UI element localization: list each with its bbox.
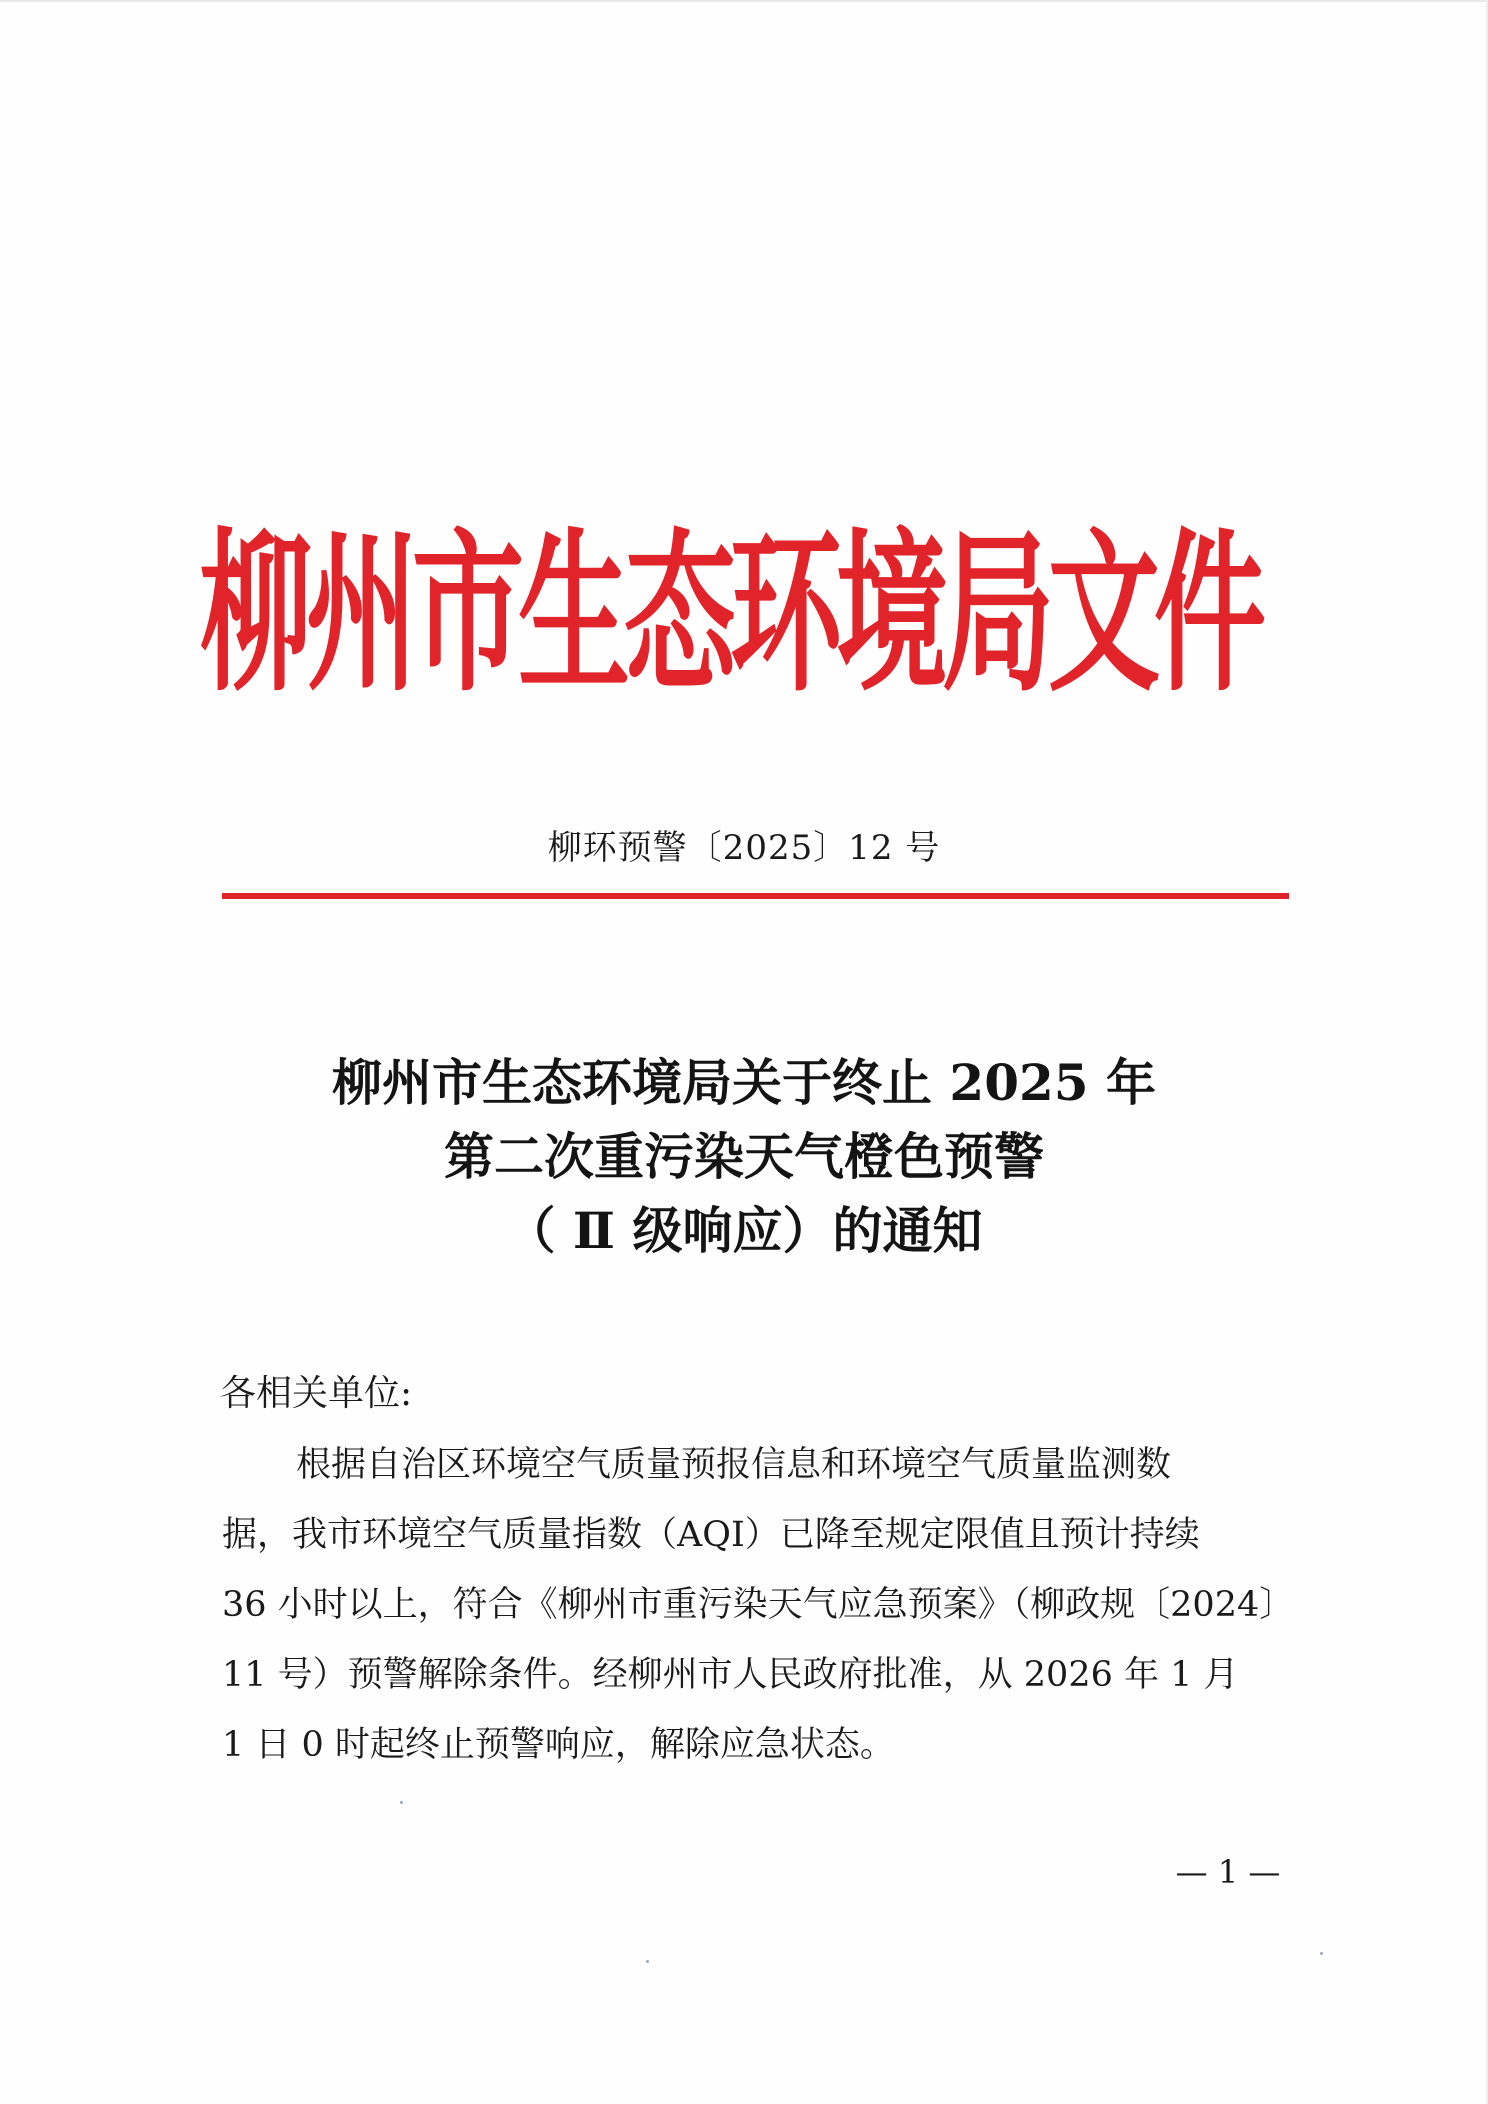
- notice-title: [0, 1046, 1488, 1268]
- scan-speck: [1320, 1952, 1323, 1955]
- masthead-title: 柳州市生态环境局文件: [200, 514, 1260, 716]
- body-line: 据，我市环境空气质量指数（AQI）已降至规定限值且预计持续: [222, 1515, 1200, 1555]
- title-line: （ Ⅱ 级响应）的通知: [505, 1201, 983, 1260]
- body-line: 1 日 0 时起终止预警响应，解除应急状态。: [222, 1725, 895, 1765]
- page-number: — 1 —: [1175, 1853, 1281, 1891]
- title-line: 柳州市生态环境局关于终止 2025 年: [332, 1053, 1156, 1112]
- document-number: 柳环预警〔2025〕12 号: [547, 828, 941, 868]
- title-line: 第二次重污染天气橙色预警: [444, 1127, 1044, 1186]
- scan-speck: [400, 1801, 403, 1804]
- body-line: 36 小时以上，符合《柳州市重污染天气应急预案》（柳政规〔2024〕: [222, 1585, 1295, 1625]
- body-line: 根据自治区环境空气质量预报信息和环境空气质量监测数: [296, 1445, 1172, 1485]
- scan-edge: [0, 0, 1488, 2]
- red-divider-line: [222, 893, 1289, 899]
- salutation: 各相关单位:: [220, 1373, 413, 1414]
- body-paragraph: [222, 1430, 1298, 1780]
- body-line: 11 号）预警解除条件。经柳州市人民政府批准，从 2026 年 1 月: [222, 1655, 1239, 1695]
- scan-speck: [646, 1960, 649, 1963]
